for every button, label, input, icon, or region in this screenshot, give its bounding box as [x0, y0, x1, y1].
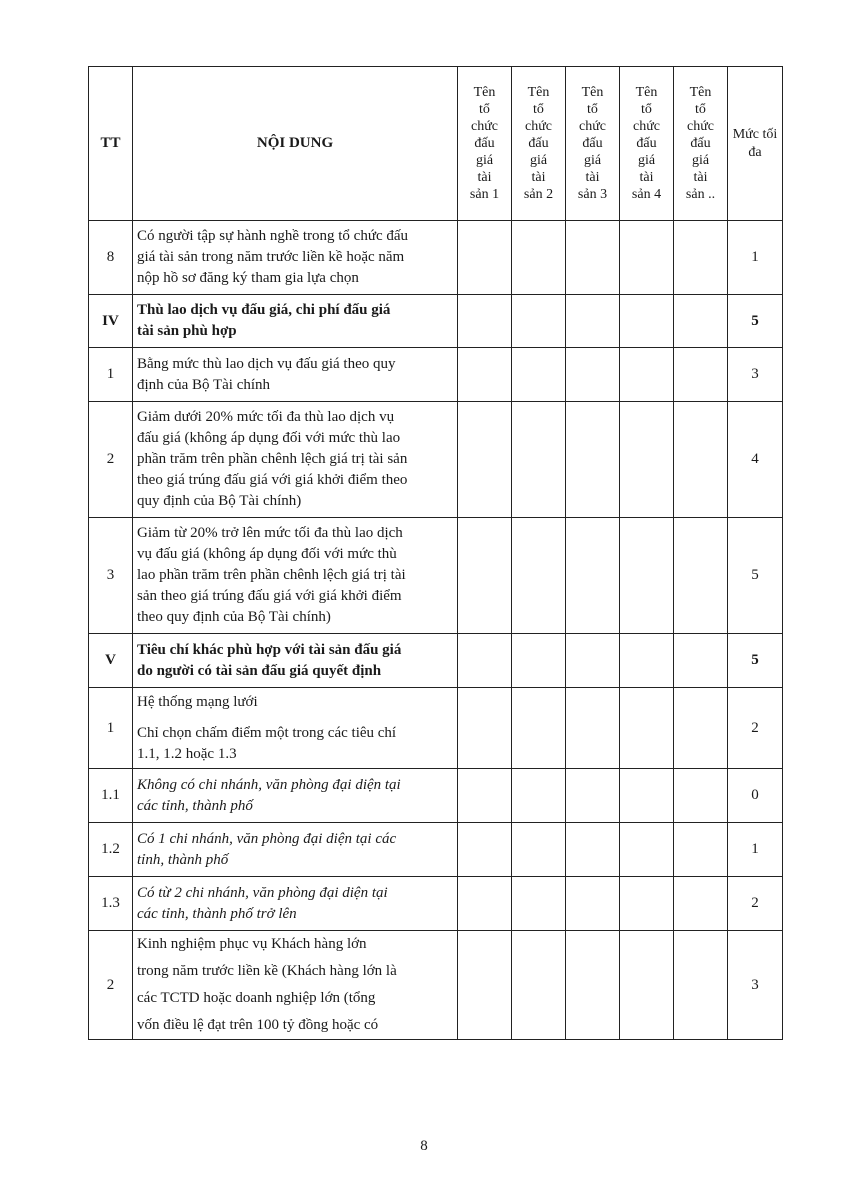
- score-cell[interactable]: [566, 769, 620, 823]
- score-cell[interactable]: [620, 295, 674, 348]
- row-content: Bằng mức thù lao dịch vụ đấu giá theo quy định của Bộ Tài chính: [133, 348, 458, 402]
- row-max-score: 3: [728, 931, 783, 1040]
- table-row: [89, 348, 783, 402]
- table-row: [89, 295, 783, 348]
- score-cell[interactable]: [620, 931, 674, 1040]
- table-header-row: [89, 67, 783, 221]
- score-cell[interactable]: [674, 634, 728, 688]
- row-content: Tiêu chí khác phù hợp với tài sản đấu giá do người có tài sản đấu giá quyết định: [133, 634, 458, 688]
- score-cell[interactable]: [458, 295, 512, 348]
- score-cell[interactable]: [566, 823, 620, 877]
- row-content: Hệ thống mạng lưới Chỉ chọn chấm điểm một trong các tiêu chí 1.1, 1.2 hoặc 1.3: [133, 688, 458, 769]
- score-cell[interactable]: [620, 402, 674, 518]
- row-tt: 2: [89, 931, 133, 1040]
- score-cell[interactable]: [458, 402, 512, 518]
- row-max-score: 3: [728, 348, 783, 402]
- score-cell[interactable]: [620, 518, 674, 634]
- row-max-score: 1: [728, 221, 783, 295]
- score-cell[interactable]: [512, 634, 566, 688]
- row-tt: 8: [89, 221, 133, 295]
- score-cell[interactable]: [674, 769, 728, 823]
- score-cell[interactable]: [512, 221, 566, 295]
- score-cell[interactable]: [674, 348, 728, 402]
- header-org-2: Tên tổ chức đấu giá tài sản 2: [512, 67, 566, 221]
- score-cell[interactable]: [512, 295, 566, 348]
- criteria-table-container: [88, 66, 783, 1040]
- header-org-1: Tên tổ chức đấu giá tài sản 1: [458, 67, 512, 221]
- row-max-score: 1: [728, 823, 783, 877]
- score-cell[interactable]: [458, 518, 512, 634]
- score-cell[interactable]: [512, 348, 566, 402]
- row-max-score: 5: [728, 295, 783, 348]
- score-cell[interactable]: [566, 348, 620, 402]
- score-cell[interactable]: [620, 823, 674, 877]
- row-tt: 3: [89, 518, 133, 634]
- table-row: [89, 823, 783, 877]
- row-tt: 2: [89, 402, 133, 518]
- row-tt: 1: [89, 688, 133, 769]
- score-cell[interactable]: [620, 688, 674, 769]
- header-org-3: Tên tổ chức đấu giá tài sản 3: [566, 67, 620, 221]
- row-content: Thù lao dịch vụ đấu giá, chi phí đấu giá tài sản phù hợp: [133, 295, 458, 348]
- score-cell[interactable]: [674, 688, 728, 769]
- header-max-score: Mức tối đa: [728, 67, 783, 221]
- score-cell[interactable]: [674, 402, 728, 518]
- score-cell[interactable]: [458, 931, 512, 1040]
- score-cell[interactable]: [458, 877, 512, 931]
- row-tt: IV: [89, 295, 133, 348]
- row-content: Có từ 2 chi nhánh, văn phòng đại diện tại các tỉnh, thành phố trở lên: [133, 877, 458, 931]
- row-tt: 1: [89, 348, 133, 402]
- score-cell[interactable]: [620, 769, 674, 823]
- table-row: [89, 402, 783, 518]
- score-cell[interactable]: [566, 518, 620, 634]
- score-cell[interactable]: [674, 221, 728, 295]
- table-row: [89, 221, 783, 295]
- row-tt: 1.3: [89, 877, 133, 931]
- score-cell[interactable]: [512, 931, 566, 1040]
- score-cell[interactable]: [566, 634, 620, 688]
- score-cell[interactable]: [458, 769, 512, 823]
- score-cell[interactable]: [620, 634, 674, 688]
- row-max-score: 5: [728, 518, 783, 634]
- score-cell[interactable]: [512, 877, 566, 931]
- score-cell[interactable]: [458, 688, 512, 769]
- page-number: 8: [420, 1138, 428, 1154]
- table-row: [89, 931, 783, 1040]
- score-cell[interactable]: [620, 877, 674, 931]
- score-cell[interactable]: [566, 931, 620, 1040]
- row-content: Giảm từ 20% trở lên mức tối đa thù lao dịch vụ đấu giá (không áp dụng đối với mức thù lao phần trăm trên phần chênh lệch giá trị tài sản theo giá trúng đấu giá với giá khởi điểm theo quy định của Bộ Tài chính): [133, 518, 458, 634]
- table-row: [89, 877, 783, 931]
- row-content: Có người tập sự hành nghề trong tổ chức đấu giá tài sản trong năm trước liền kề hoặc năm nộp hồ sơ đăng ký tham gia lựa chọn: [133, 221, 458, 295]
- score-cell[interactable]: [566, 688, 620, 769]
- table-row: [89, 688, 783, 769]
- score-cell[interactable]: [674, 518, 728, 634]
- score-cell[interactable]: [674, 877, 728, 931]
- row-content: Kinh nghiệm phục vụ Khách hàng lớn trong năm trước liền kề (Khách hàng lớn là các TCTD hoặc doanh nghiệp lớn (tổng vốn điều lệ đạt trên 100 tỷ đồng hoặc có: [133, 931, 458, 1040]
- row-max-score: 2: [728, 688, 783, 769]
- score-cell[interactable]: [512, 518, 566, 634]
- table-row: [89, 518, 783, 634]
- header-org-5: Tên tổ chức đấu giá tài sản ..: [674, 67, 728, 221]
- row-max-score: 0: [728, 769, 783, 823]
- score-cell[interactable]: [512, 688, 566, 769]
- row-max-score: 4: [728, 402, 783, 518]
- score-cell[interactable]: [674, 823, 728, 877]
- score-cell[interactable]: [566, 877, 620, 931]
- score-cell[interactable]: [458, 823, 512, 877]
- score-cell[interactable]: [566, 295, 620, 348]
- score-cell[interactable]: [674, 931, 728, 1040]
- criteria-table: [88, 66, 783, 1040]
- score-cell[interactable]: [512, 769, 566, 823]
- row-tt: V: [89, 634, 133, 688]
- score-cell[interactable]: [458, 221, 512, 295]
- score-cell[interactable]: [620, 221, 674, 295]
- header-tt: TT: [89, 67, 133, 221]
- row-max-score: 2: [728, 877, 783, 931]
- score-cell[interactable]: [458, 634, 512, 688]
- score-cell[interactable]: [512, 402, 566, 518]
- row-content: Giảm dưới 20% mức tối đa thù lao dịch vụ đấu giá (không áp dụng đối với mức thù lao phần trăm trên phần chênh lệch giá trị tài sản theo giá trúng đấu giá với giá khởi điểm theo quy định của Bộ Tài chính): [133, 402, 458, 518]
- score-cell[interactable]: [566, 221, 620, 295]
- score-cell[interactable]: [620, 348, 674, 402]
- score-cell[interactable]: [458, 348, 512, 402]
- score-cell[interactable]: [566, 402, 620, 518]
- score-cell[interactable]: [512, 823, 566, 877]
- row-tt: 1.2: [89, 823, 133, 877]
- table-row: [89, 769, 783, 823]
- row-max-score: 5: [728, 634, 783, 688]
- row-tt: 1.1: [89, 769, 133, 823]
- header-content: NỘI DUNG: [133, 67, 458, 221]
- score-cell[interactable]: [674, 295, 728, 348]
- header-org-4: Tên tổ chức đấu giá tài sản 4: [620, 67, 674, 221]
- table-row: [89, 634, 783, 688]
- row-content: Có 1 chi nhánh, văn phòng đại diện tại các tỉnh, thành phố: [133, 823, 458, 877]
- row-content: Không có chi nhánh, văn phòng đại diện tại các tỉnh, thành phố: [133, 769, 458, 823]
